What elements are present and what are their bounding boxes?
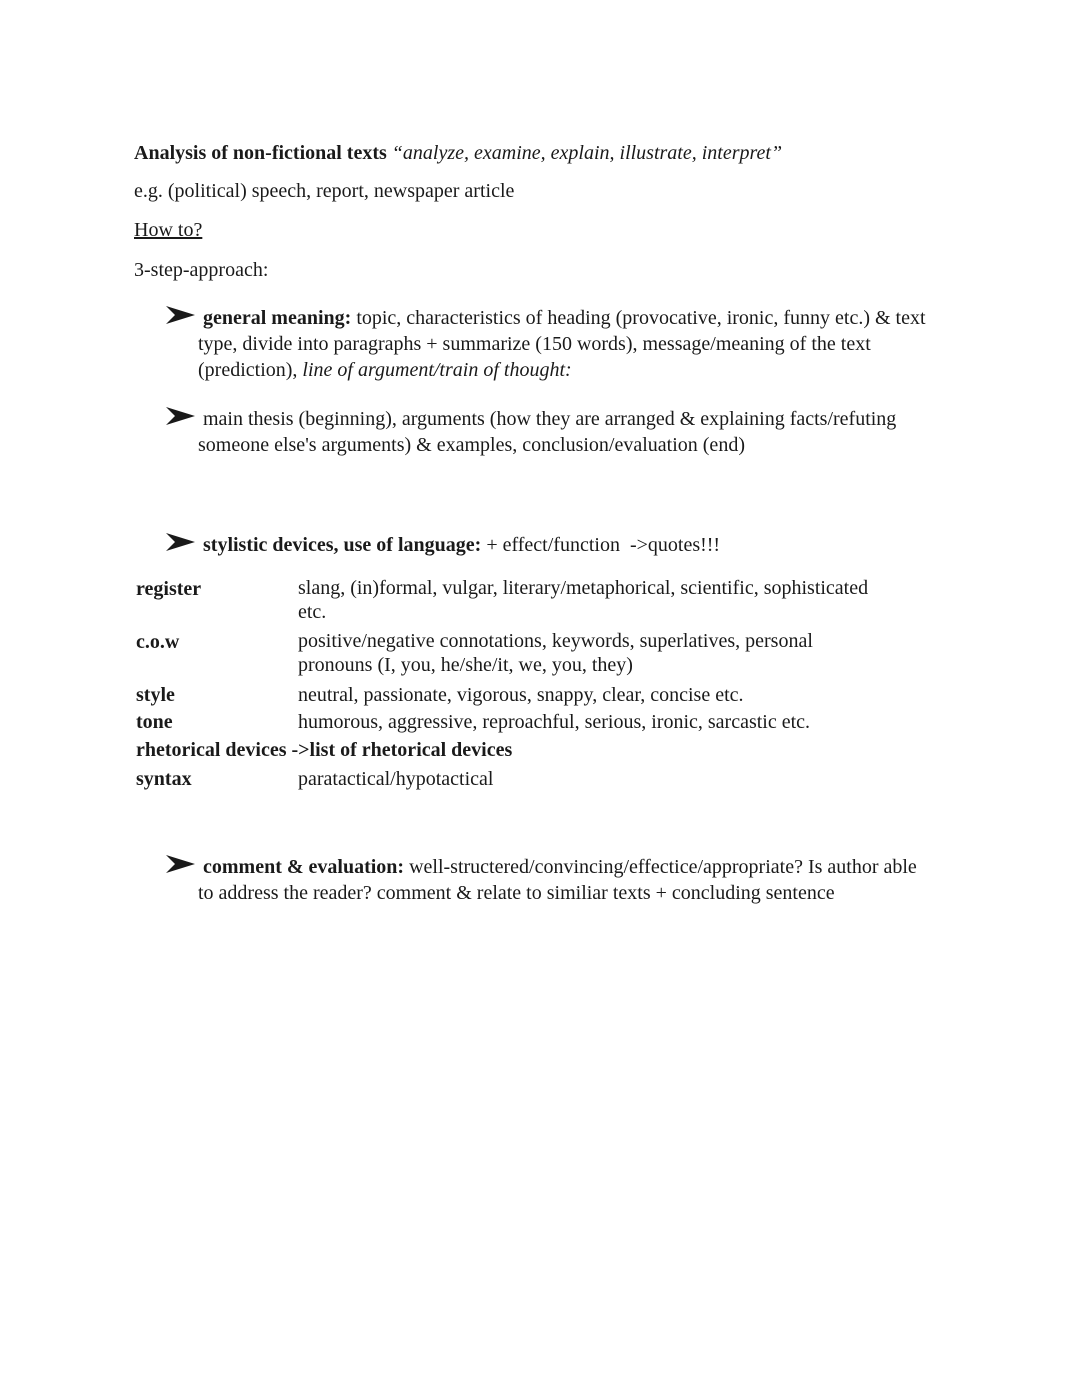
text-examples: e.g. (political) speech, report, newspaper article — [134, 180, 515, 202]
device-value-tone: humorous, aggressive, reproachful, serious, ironic, sarcastic etc. — [298, 711, 811, 733]
device-value-syntax: paratactical/hypotactical — [298, 768, 494, 790]
bullet-general-meaning — [198, 305, 958, 383]
bullet-lead: general meaning: — [203, 307, 352, 329]
arrowhead-bullet-icon — [166, 855, 196, 873]
arrowhead-bullet-icon — [166, 533, 196, 551]
device-value-cow: positive/negative connotations, keywords, superlatives, personal pronouns (I, you, he/she/it, we, you, they) — [298, 630, 813, 676]
bullet-comment-evaluation — [198, 854, 928, 906]
bullet-lead: comment & evaluation: — [203, 856, 405, 878]
how-to-heading: How to? — [134, 219, 203, 241]
device-label-tone: tone — [136, 711, 173, 733]
device-label-register: register — [136, 578, 202, 600]
bullet-stylistic-devices — [198, 532, 958, 558]
device-value-style: neutral, passionate, vigorous, snappy, clear, concise etc. — [298, 684, 744, 706]
bullet-main-thesis — [198, 406, 898, 458]
document-title: Analysis of non-fictional texts — [134, 142, 387, 164]
approach-heading: 3-step-approach: — [134, 259, 269, 281]
device-label-style: style — [136, 684, 175, 706]
task-verbs: “analyze, examine, explain, illustrate, interpret” — [391, 142, 783, 164]
bullet-italic: line of argument/train of thought: — [302, 359, 572, 381]
device-value-register: slang, (in)formal, vulgar, literary/metaphorical, scientific, sophisticated etc. — [298, 577, 869, 623]
arrowhead-bullet-icon — [166, 407, 196, 425]
device-value-rhetorical: ->list of rhetorical devices — [291, 739, 513, 761]
document-title-line — [134, 140, 782, 166]
arrowhead-bullet-icon — [166, 306, 196, 324]
device-row-rhetorical — [136, 737, 512, 763]
bullet-text: main thesis (beginning), arguments (how they are arranged & explaining facts/refuting someone else's arguments) & examples, conclusion/evaluation (end) — [198, 408, 897, 456]
bullet-text: well-structered/convincing/effectice/appropriate? Is author able to address the reader? comment & relate to similiar texts + concluding sentence — [198, 856, 917, 904]
bullet-text: topic, characteristics of heading (provocative, ironic, funny etc.) & text type, divide into paragraphs + summarize (150 words), message/meaning of the text (prediction), — [198, 307, 926, 381]
device-label-rhetorical: rhetorical devices — [136, 739, 287, 761]
bullet-lead: stylistic devices, use of language: — [203, 534, 482, 556]
device-label-cow: c.o.w — [136, 631, 180, 653]
bullet-text: + effect/function ->quotes!!! — [481, 534, 721, 556]
device-label-syntax: syntax — [136, 768, 192, 790]
